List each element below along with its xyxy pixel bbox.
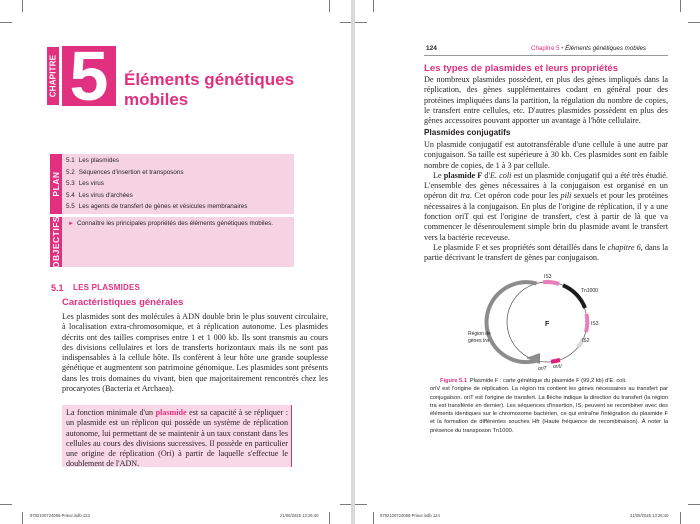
- crop-mark: [688, 22, 700, 23]
- plan-item[interactable]: 5.3 Les virus: [66, 180, 104, 188]
- crop-mark: [22, 512, 23, 524]
- caption-body: oriV est l'origine de réplication. La région tra contient les gènes nécessaires au transfert par conjugaison. oriT est l'origine de transfert. La flèche indique la direction du transfert (la région tra est transférée en dernier). Les séquences d'insertion, IS, peuvent se recombiner avec des éléments identiques sur le chromosome bactérien, ce qui entraîne l'intégration du plasmide F et la formation de différentes souches Hfr (Haute fréquence de recombinaison). À noter la présence du transposon Tn1000.: [430, 386, 668, 434]
- plan-item[interactable]: 5.5 Les agents de transfert de gènes et vésicules membranaires: [66, 203, 248, 211]
- crop-mark: [680, 0, 681, 12]
- section-heading: Les types de plasmides et leurs propriétés: [424, 63, 619, 74]
- objectives-tab: OBJECTIFS: [51, 215, 61, 269]
- crop-mark: [340, 22, 351, 23]
- footer-datetime: 21/05/2025 13:26:40: [280, 513, 319, 518]
- plasmid-map-svg: [440, 260, 640, 380]
- crop-mark: [329, 0, 330, 12]
- crop-mark: [680, 512, 681, 524]
- plan-list: [66, 155, 247, 213]
- figure-label: Figure 5.1: [440, 378, 467, 384]
- plan-item[interactable]: 5.1 Les plasmides: [66, 157, 120, 164]
- paragraph: Un plasmide conjugatif est autotransférable d'une cellule à une autre par conjugaison. Sa taille est supérieure à 30 kb. Ces plasmides sont en faible nombre de copies, de 1 à 3 par cellule.: [424, 140, 668, 170]
- chapter-vertical-label: CHAPITRE: [47, 47, 59, 105]
- crop-mark: [0, 22, 12, 23]
- label-tn1000: Tn1000: [581, 288, 598, 294]
- header-rule: [424, 55, 668, 56]
- label-region-genes: gènes tra: [468, 338, 489, 344]
- paragraph: Le plasmide F et ses propriétés sont détaillés dans le chapitre 6, dans la partie décrivant le transfert de gènes par conjugaison.: [424, 242, 669, 263]
- highlight-term: plasmide: [155, 408, 187, 417]
- page-gutter: [351, 0, 355, 524]
- paragraph: Le plasmide F d'E. coli est un plasmide conjugatif qui a été très étudié. L'ensemble des gènes nécessaires à la conjugaison est organisé en un opéron dit tra. Cet opéron code pour les pili sexuels et pour les protéines nécessaires à la conjugaison. En plus de l'origine de réplication, il y a une fonction oriT qui est l'origine de transfert, c'est à partir de là que va commencer le désenroulement simple brin du plasmide avant le transfert vers la bactérie receveuse.: [424, 170, 668, 242]
- label-oriT: oriT: [538, 366, 547, 372]
- subsection-title: Caractéristiques générales: [62, 297, 184, 308]
- plan-item[interactable]: 5.2 Séquences d'insertion et transposons: [66, 168, 184, 176]
- body-paragraph: Les plasmides sont des molécules à ADN double brin le plus souvent circulaire, à localisation extra-chromosomique, et à réplication autonome. Les plasmides décrits ont des tailles comprises entre 1 et 1 000 kb. Ils sont transmis au cours des divisions cellulaires et lors de transferts horizontaux mais ils ne sont pas indispensables à la cellule hôte. Ils confèrent à leur hôte une grande souplesse génétique et augmentent son patrimoine génomique. Les plasmides sont présents dans les trois domaines du vivant, bien que majoritairement rencontrés chez les procaryotes (Bacteria et Archaea).: [62, 312, 328, 394]
- arrow-bullet-icon: ►: [68, 221, 74, 227]
- plan-item[interactable]: 5.4 Les virus d'archées: [66, 191, 133, 199]
- body-paragraph: De nombreux plasmides possèdent, en plus des gènes impliqués dans la réplication, des gènes supplémentaires codant en général pour des protéines impliquées dans la partition, la régulation du nombre de copies, le transfert entre cellules, etc. D'autres plasmides possèdent en plus des gènes accessoires pouvant apporter un avantage à l'hôte cellulaire.: [424, 75, 668, 126]
- footer-file: 9782100724086-Prieur.indb 123: [30, 513, 90, 518]
- label-is2: IS2: [582, 338, 590, 344]
- crop-mark: [373, 0, 374, 12]
- section-number: 5.1: [51, 283, 64, 293]
- footer-file: 9782100724086-Prieur.indb 124: [380, 513, 440, 518]
- plan-tab: PLAN: [50, 154, 62, 214]
- crop-mark: [329, 512, 330, 524]
- crop-mark: [22, 0, 23, 12]
- tra-region-arc: [486, 282, 537, 362]
- section-title: LES PLASMIDES: [73, 283, 141, 292]
- chapter-title-line: mobiles: [124, 90, 189, 109]
- crop-mark: [0, 504, 12, 505]
- plasmid-map-figure: [440, 260, 640, 380]
- objective-item: ► Connaître les principales propriétés des éléments génétiques mobiles.: [68, 220, 273, 227]
- crop-mark: [340, 504, 351, 505]
- label-is3-right: IS3: [591, 321, 599, 327]
- chapter-title: [124, 70, 294, 110]
- callout-text: La fonction minimale d'un plasmide est sa capacité à se répliquer : un plasmide est un réplicon qui possède un système de réplication autonome, lui permettant de se maintenir à un taux constant dans les cellules au cours des divisions successives. Il possède en particulier une origine de réplication (Ori) à partir de laquelle s'effectue le doublement de l'ADN.: [66, 408, 288, 469]
- is3-top-segment: [543, 282, 559, 284]
- body-paragraphs: [424, 140, 668, 264]
- caption-title: Figure 5.1 Plasmide F : carte génétique du plasmide F (99,2 kb) d'E. coli.: [440, 378, 627, 384]
- footer-datetime: 21/05/2025 13:26:40: [630, 513, 669, 518]
- plasmid-center-label: F: [545, 321, 550, 328]
- crop-mark: [355, 22, 367, 23]
- oriV-segment: [551, 360, 560, 362]
- page-number: 124: [426, 45, 437, 52]
- is3-right-segment: [586, 314, 587, 332]
- label-oriV: oriV: [553, 364, 562, 370]
- label-is3-top: IS3: [544, 274, 552, 280]
- figure-caption: [430, 377, 668, 435]
- label-region: Région de: [468, 331, 491, 337]
- subsection-heading: Plasmides conjugatifs: [424, 128, 511, 137]
- crop-mark: [688, 504, 700, 505]
- crop-mark: [373, 512, 374, 524]
- chapter-number: 5: [69, 37, 109, 115]
- crop-mark: [355, 504, 367, 505]
- running-head: Chapitre 5 • Éléments génétiques mobiles: [531, 45, 646, 52]
- chapter-title-line: Éléments génétiques: [124, 70, 295, 89]
